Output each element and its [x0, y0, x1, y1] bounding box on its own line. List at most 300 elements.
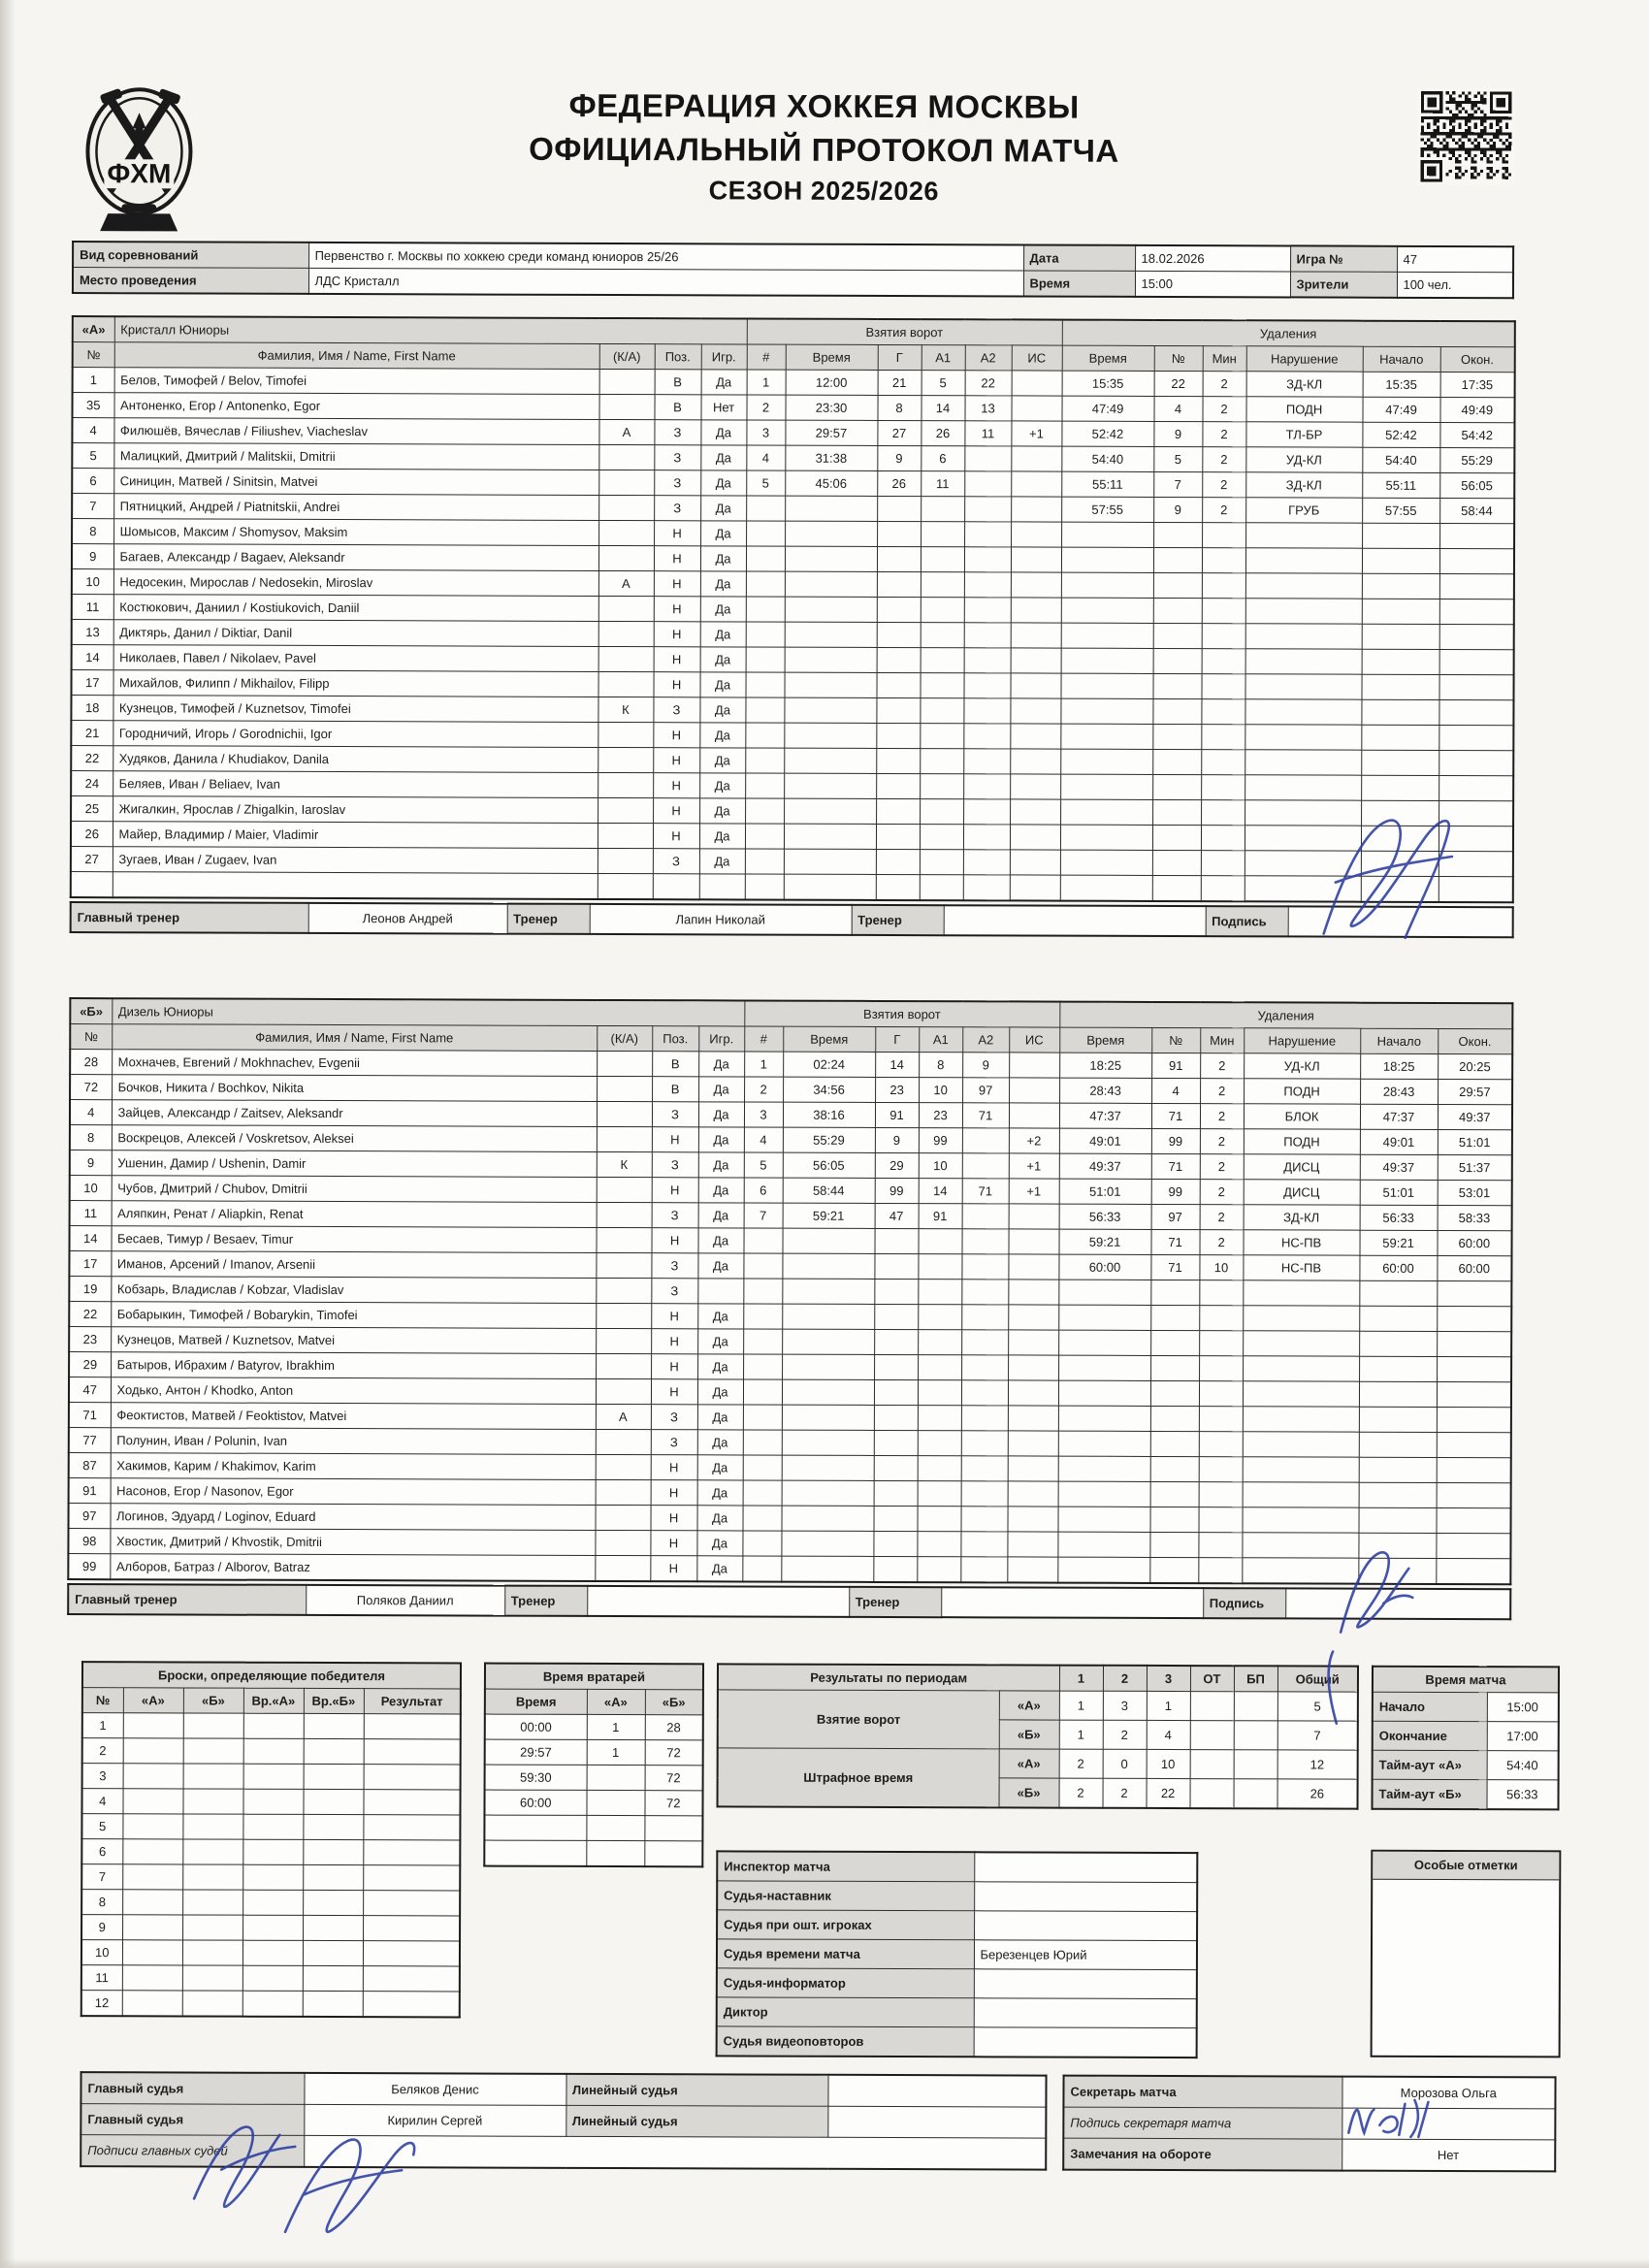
captain-mark — [595, 1505, 650, 1530]
penalty-player — [1152, 724, 1201, 749]
captain-mark — [598, 495, 654, 520]
goal-time — [782, 1405, 874, 1430]
penalty-min: 2 — [1203, 372, 1246, 397]
goal-number — [746, 647, 785, 672]
penalty-player — [1153, 598, 1202, 623]
periods-row — [718, 1748, 1358, 1779]
shootout-cell — [364, 1714, 461, 1739]
penalty-time — [1058, 1481, 1150, 1507]
head-coach-label: Главный тренер — [68, 1584, 306, 1615]
penalty-end: 58:33 — [1438, 1205, 1512, 1230]
goal-strength — [1012, 396, 1062, 421]
captain-mark — [597, 1051, 652, 1076]
official-role-label: Диктор — [717, 1997, 974, 2027]
penalty-end — [1439, 851, 1513, 876]
player-number: 28 — [70, 1050, 112, 1075]
penalty-violation: ГРУБ — [1245, 498, 1362, 523]
shootout-cell — [242, 1864, 303, 1890]
penalty-min — [1201, 851, 1245, 876]
penalty-violation — [1243, 1507, 1359, 1533]
position: Н — [651, 1228, 697, 1253]
goalie-row — [485, 1739, 703, 1766]
goal-assist2 — [964, 648, 1011, 673]
played: Да — [699, 824, 745, 849]
player-name: Кобзарь, Владислав / Kobzar, Vladislav — [111, 1277, 596, 1304]
col-goal-a2: А2 — [965, 345, 1012, 371]
periods-value: 2 — [1059, 1778, 1103, 1808]
goal-time — [785, 571, 877, 597]
goal-assist2 — [961, 1280, 1008, 1305]
player-name: Майер, Владимир / Maier, Vladimir — [113, 822, 598, 849]
player-name: Хакимов, Карим / Khakimov, Karim — [111, 1453, 596, 1480]
goal-assist1 — [920, 698, 963, 724]
player-number: 11 — [70, 1201, 112, 1226]
captain-mark — [596, 1353, 651, 1378]
penalty-time — [1060, 698, 1152, 724]
goal-scorer — [877, 597, 921, 622]
team-b-signature-area — [1285, 1588, 1510, 1619]
col-played: Игр. — [701, 344, 747, 370]
penalty-player: 99 — [1151, 1128, 1200, 1153]
periods-value: 2 — [1059, 1749, 1103, 1778]
goal-time — [781, 1531, 873, 1556]
player-number: 14 — [72, 645, 113, 670]
goal-time — [784, 824, 876, 849]
penalty-time — [1058, 1431, 1150, 1456]
goal-assist2 — [960, 1532, 1007, 1557]
shootout-row — [81, 1991, 460, 2018]
col-goal-g: Г — [875, 1026, 919, 1052]
captain-mark: А — [596, 1404, 651, 1429]
penalty-start: 15:35 — [1363, 372, 1440, 397]
position: Н — [653, 672, 699, 697]
penalty-player — [1150, 1481, 1199, 1507]
goal-assist2 — [964, 446, 1011, 471]
goal-scorer: 23 — [875, 1077, 919, 1102]
goal-assist2: 13 — [965, 396, 1012, 421]
captain-mark — [595, 1555, 650, 1581]
penalty-start — [1359, 1457, 1437, 1482]
shootout-row — [81, 1814, 460, 1840]
penalty-player — [1152, 774, 1201, 799]
col-played: Игр. — [698, 1026, 744, 1052]
penalty-time — [1061, 673, 1153, 698]
goal-assist2 — [963, 850, 1010, 875]
penalty-violation — [1245, 624, 1362, 649]
penalty-player — [1152, 875, 1201, 901]
goal-assist2 — [961, 1254, 1008, 1280]
goal-number: 3 — [746, 420, 785, 445]
goal-assist2 — [962, 1128, 1009, 1153]
goal-time: 56:05 — [783, 1152, 875, 1178]
goal-scorer — [877, 647, 921, 672]
captain-mark — [596, 1278, 651, 1303]
penalty-player — [1152, 698, 1201, 724]
position: Н — [653, 824, 699, 849]
goal-assist1 — [918, 1280, 961, 1305]
shootout-cell — [363, 1941, 460, 1966]
goal-time — [785, 496, 877, 521]
captain-mark — [598, 520, 654, 545]
player-number: 29 — [69, 1352, 111, 1377]
played: Да — [699, 773, 745, 798]
match-time-label: Тайм-аут «А» — [1373, 1750, 1487, 1779]
shootout-row — [81, 1890, 460, 1916]
competition-label: Вид соревнований — [73, 242, 308, 268]
goal-strength — [1011, 623, 1061, 648]
penalty-start — [1361, 876, 1439, 902]
penalty-player — [1153, 673, 1202, 698]
shootout-cell — [243, 1738, 304, 1764]
shootout-cell — [183, 1764, 243, 1789]
played: Да — [700, 546, 746, 571]
goal-assist1 — [918, 1431, 961, 1456]
player-number: 10 — [72, 569, 113, 595]
goal-time — [782, 1279, 874, 1304]
goal-assist1 — [917, 1557, 960, 1583]
goal-scorer — [874, 1354, 918, 1379]
penalty-end: 54:42 — [1439, 422, 1514, 447]
penalty-violation — [1245, 699, 1361, 725]
col-goal-a1: А1 — [919, 1027, 962, 1053]
penalty-end — [1437, 1306, 1511, 1331]
shootout-row-number: 7 — [81, 1864, 122, 1890]
penalty-start — [1359, 1381, 1437, 1407]
penalty-end — [1437, 1356, 1511, 1381]
col-captain: (К/А) — [597, 1025, 652, 1051]
penalty-time — [1058, 1280, 1150, 1305]
goal-number — [742, 1531, 781, 1556]
goal-assist2: 9 — [962, 1053, 1009, 1078]
goal-assist1: 5 — [922, 371, 965, 396]
chief-judge-label: Главный судья — [81, 2072, 304, 2104]
goal-assist2: 22 — [965, 371, 1012, 396]
goal-assist2 — [961, 1431, 1008, 1456]
penalty-end: 29:57 — [1438, 1079, 1512, 1104]
penalty-violation — [1243, 1356, 1359, 1381]
goalie-team-b-number — [644, 1841, 702, 1867]
played: Да — [700, 420, 746, 445]
position: Н — [651, 1455, 697, 1480]
penalty-violation — [1242, 1533, 1358, 1558]
goal-assist1 — [920, 799, 963, 825]
captain-mark — [596, 1479, 651, 1505]
goal-assist2: 71 — [962, 1179, 1009, 1204]
shootout-cell — [303, 1839, 363, 1864]
player-name: Ходько, Антон / Khodko, Anton — [111, 1377, 596, 1405]
player-number: 10 — [70, 1176, 112, 1201]
periods-value: 5 — [1277, 1692, 1358, 1721]
col-pen-violation: Нарушение — [1244, 1028, 1360, 1053]
goal-strength: +1 — [1009, 1179, 1059, 1204]
player-name: Шомысов, Максим / Shomysov, Maksim — [113, 519, 598, 546]
official-role-label: Судья времени матча — [717, 1939, 974, 1969]
periods-value: 0 — [1103, 1749, 1147, 1778]
goal-number: 5 — [744, 1152, 783, 1178]
player-name: Чубов, Дмитрий / Chubov, Dmitrii — [112, 1176, 597, 1203]
goal-scorer — [874, 1379, 918, 1405]
goal-assist1 — [918, 1507, 961, 1532]
special-notes-title: Особые отметки — [1373, 1852, 1559, 1881]
penalty-start — [1361, 725, 1439, 750]
played: Да — [698, 1077, 744, 1102]
goalie-change-time: 59:30 — [485, 1765, 587, 1790]
spectators-value: 100 чел. — [1397, 272, 1513, 298]
shootout-title: Броски, определяющие победителя — [82, 1662, 461, 1689]
period-col-ot: ОТ — [1190, 1666, 1234, 1692]
judges-signatures-label: Подписи главных судей — [81, 2135, 304, 2167]
shootout-col-header: «Б» — [183, 1688, 243, 1713]
player-name: Недосекин, Мирослав / Nedosekin, Miroslav — [113, 569, 598, 597]
captain-mark — [598, 646, 654, 671]
linesman-label: Линейный судья — [566, 2074, 827, 2106]
game-number-label: Игра № — [1290, 245, 1397, 272]
penalty-player: 4 — [1154, 396, 1203, 421]
penalty-start — [1362, 649, 1439, 674]
position: В — [655, 370, 701, 395]
goal-scorer: 14 — [875, 1052, 919, 1077]
goal-number: 6 — [744, 1178, 783, 1203]
player-number: 72 — [70, 1075, 112, 1100]
head-coach-name: Леонов Андрей — [308, 903, 507, 934]
goal-number — [745, 824, 784, 849]
penalty-end — [1439, 523, 1514, 548]
penalty-time — [1058, 1507, 1150, 1532]
goal-assist1 — [921, 598, 964, 623]
penalty-violation — [1245, 599, 1362, 624]
penalty-player — [1153, 648, 1202, 673]
player-number: 47 — [69, 1377, 111, 1403]
penalty-start — [1358, 1558, 1436, 1584]
penalty-start: 18:25 — [1360, 1053, 1438, 1079]
goal-scorer: 9 — [875, 1127, 919, 1152]
penalty-time — [1058, 1330, 1150, 1355]
goal-strength — [1011, 648, 1061, 673]
periods-team-code: «Б» — [999, 1778, 1059, 1808]
captain-mark — [598, 671, 653, 697]
penalty-player: 71 — [1150, 1254, 1199, 1280]
roster-row — [71, 872, 1513, 903]
goal-strength — [1011, 598, 1061, 623]
goal-assist2 — [963, 875, 1010, 901]
match-time-title: Время матча — [1373, 1667, 1559, 1693]
penalty-min — [1198, 1558, 1242, 1584]
shootout-row-number: 10 — [81, 1940, 122, 1965]
penalty-end: 58:44 — [1439, 498, 1514, 523]
goal-scorer — [874, 1405, 918, 1430]
official-row — [717, 1881, 1197, 1912]
penalty-start — [1359, 1482, 1437, 1507]
logo-text: ФХМ — [107, 158, 172, 189]
penalty-violation: НС-ПВ — [1243, 1255, 1359, 1280]
player-number: 97 — [69, 1504, 111, 1529]
official-row — [717, 1939, 1197, 1970]
played: Да — [697, 1430, 743, 1455]
penalty-violation — [1243, 1432, 1359, 1457]
goal-strength: +2 — [1009, 1128, 1059, 1153]
shootout-col-header: «А» — [123, 1688, 183, 1713]
official-role-label: Судья-наставник — [717, 1881, 974, 1911]
official-row — [717, 2026, 1197, 2057]
goal-assist1 — [918, 1254, 961, 1280]
roster-row — [68, 1554, 1510, 1585]
goal-assist1 — [921, 497, 964, 522]
shootout-cell — [364, 1739, 461, 1765]
goal-assist1 — [918, 1380, 961, 1406]
penalty-violation: ДИСЦ — [1244, 1154, 1360, 1180]
shootout-cell — [182, 1814, 242, 1839]
goal-assist1: 11 — [921, 471, 964, 497]
goal-number — [746, 622, 785, 647]
periods-value: 26 — [1277, 1779, 1358, 1809]
goal-assist2 — [961, 1456, 1008, 1481]
col-pen-min: Мин — [1200, 1028, 1244, 1053]
position: В — [654, 395, 700, 420]
goal-time — [782, 1354, 874, 1379]
periods-group-label: Взятие ворот — [718, 1690, 999, 1749]
goal-scorer: 21 — [878, 370, 922, 395]
penalty-player — [1150, 1305, 1199, 1330]
played: Да — [697, 1228, 743, 1253]
goal-scorer — [875, 1228, 919, 1253]
remarks-value: Нет — [1342, 2139, 1555, 2171]
penalty-time — [1060, 749, 1152, 774]
goal-scorer — [877, 521, 921, 546]
played: Да — [698, 1152, 744, 1178]
penalty-end — [1437, 1407, 1511, 1432]
goal-scorer — [877, 496, 921, 521]
penalty-player — [1152, 850, 1201, 875]
position: В — [652, 1077, 698, 1102]
penalty-start — [1362, 599, 1439, 624]
penalty-start — [1359, 1356, 1437, 1381]
penalty-end: 20:25 — [1438, 1053, 1512, 1079]
period-col-3: 3 — [1147, 1666, 1190, 1692]
goalie-row — [485, 1765, 703, 1791]
coach2-name — [941, 1587, 1203, 1618]
penalty-violation — [1243, 1331, 1359, 1356]
player-name: Батыров, Ибрахим / Batyrov, Ibrakhim — [111, 1352, 596, 1379]
penalty-player — [1153, 522, 1202, 547]
penalty-end — [1439, 725, 1513, 750]
penalty-time — [1060, 850, 1152, 875]
player-number: 9 — [72, 544, 113, 569]
penalty-end — [1439, 548, 1514, 573]
periods-value: 12 — [1277, 1750, 1358, 1779]
player-name: Жигалкин, Ярослав / Zhigalkin, Iaroslav — [113, 796, 598, 824]
shootout-table — [81, 1661, 462, 2018]
penalty-time: 49:37 — [1059, 1153, 1151, 1179]
position: В — [652, 1052, 698, 1077]
captain-mark — [598, 848, 653, 873]
penalty-start — [1361, 775, 1439, 800]
goal-strength — [1010, 774, 1060, 799]
goal-time — [782, 1379, 874, 1405]
captain-mark — [596, 1303, 651, 1328]
position: Н — [653, 748, 699, 773]
player-name: Феоктистов, Матвей / Feoktistov, Matvei — [111, 1403, 596, 1430]
penalty-start: 57:55 — [1362, 498, 1439, 523]
player-number: 6 — [72, 469, 113, 494]
penalty-min — [1199, 1306, 1243, 1331]
position: Н — [650, 1556, 696, 1582]
goal-scorer — [876, 748, 920, 773]
periods-value: 2 — [1103, 1778, 1147, 1808]
goal-time — [784, 773, 876, 798]
goal-assist1: 10 — [919, 1078, 962, 1103]
played: Да — [696, 1556, 742, 1582]
goal-scorer: 91 — [875, 1102, 919, 1127]
shootout-cell — [122, 1864, 182, 1890]
shootout-row — [82, 1738, 461, 1765]
shootout-cell — [182, 1991, 242, 2017]
chief-judge-name: Беляков Денис — [304, 2073, 566, 2105]
goal-number — [744, 1228, 783, 1253]
penalty-end — [1439, 674, 1514, 699]
goal-strength — [1008, 1456, 1058, 1481]
linesman-name — [827, 2106, 1046, 2138]
official-row — [717, 1997, 1197, 2028]
goal-time: 55:29 — [783, 1127, 875, 1152]
periods-value: 1 — [1059, 1691, 1103, 1720]
goal-assist2 — [964, 497, 1011, 522]
position: З — [654, 420, 700, 445]
goal-time — [782, 1430, 874, 1455]
shootout-header-row — [82, 1688, 461, 1714]
player-name: Беляев, Иван / Beliaev, Ivan — [113, 771, 598, 798]
played: Да — [700, 571, 746, 597]
player-name: Малицкий, Дмитрий / Malitskii, Dmitrii — [113, 443, 598, 470]
shootout-col-header: № — [82, 1688, 123, 1713]
goal-time: 31:38 — [785, 445, 877, 470]
player-name: Диктярь, Данил / Diktiar, Danil — [113, 620, 598, 647]
shootout-cell — [182, 1839, 242, 1864]
goal-time: 45:06 — [785, 470, 877, 496]
played: Да — [696, 1531, 742, 1556]
official-name — [974, 1911, 1197, 1941]
position: Н — [654, 571, 700, 597]
goal-assist1 — [920, 724, 963, 749]
player-name: Хвостик, Дмитрий / Khvostik, Dmitrii — [110, 1529, 595, 1556]
penalty-end — [1437, 1331, 1511, 1356]
penalty-player: 91 — [1151, 1053, 1200, 1078]
col-pen-start: Начало — [1363, 346, 1440, 372]
penalty-time — [1061, 572, 1153, 598]
goalie-change-time — [484, 1840, 586, 1866]
officials-table — [716, 1850, 1199, 2058]
penalty-violation: УД-КЛ — [1245, 447, 1362, 472]
captain-mark — [596, 1227, 651, 1252]
goalie-team-a-number — [586, 1790, 644, 1815]
player-name: Кузнецов, Матвей / Kuznetsov, Matvei — [111, 1327, 596, 1354]
position: З — [651, 1253, 697, 1279]
goal-time — [784, 723, 876, 748]
penalty-time — [1060, 774, 1152, 799]
penalty-time: 59:21 — [1059, 1229, 1151, 1254]
qr-code — [1417, 88, 1514, 185]
goal-strength — [1011, 572, 1061, 598]
goal-assist1 — [921, 522, 964, 547]
goal-assist1 — [920, 875, 963, 901]
shootout-cell — [183, 1713, 243, 1738]
time-label: Время — [1023, 271, 1135, 297]
date-value: 18.02.2026 — [1135, 245, 1290, 272]
periods-value — [1190, 1692, 1234, 1721]
goal-number — [746, 496, 785, 521]
shootout-cell — [303, 1965, 363, 1991]
captain-mark — [596, 1252, 651, 1278]
goalie-row — [485, 1714, 703, 1740]
